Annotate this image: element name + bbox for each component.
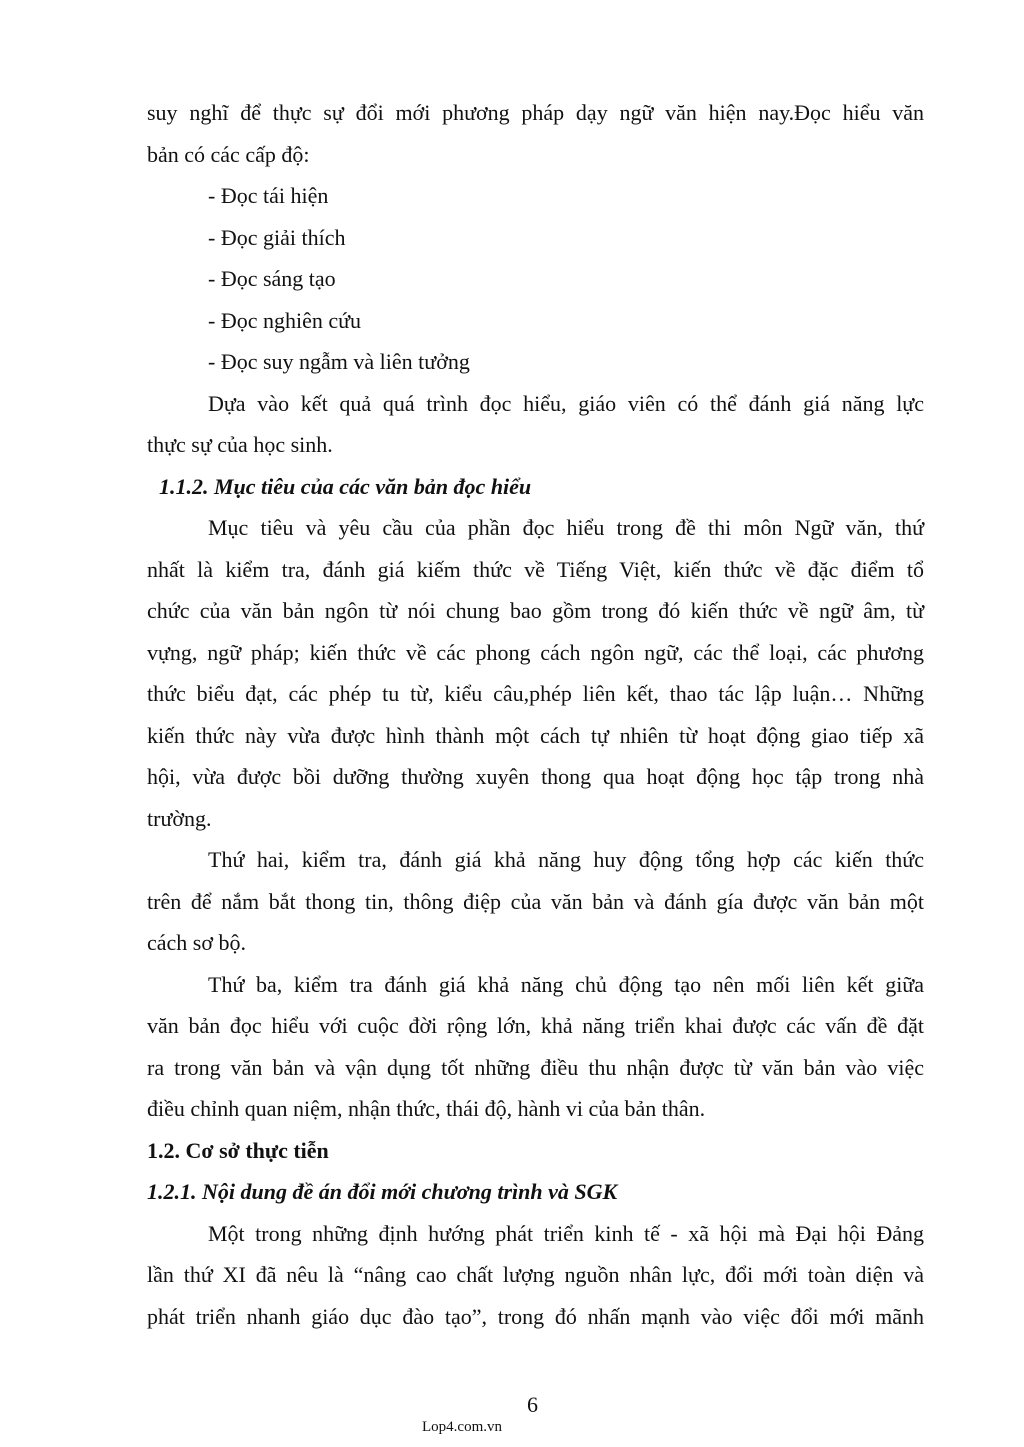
body-text-line: trường. (147, 806, 212, 831)
body-text-line: nhất là kiểm tra, đánh giá kiếm thức về Tiếng Việt, kiến thức về đặc điểm tổ (147, 557, 924, 582)
body-text-line: điều chỉnh quan niệm, nhận thức, thái độ, hành vi của bản thân. (147, 1096, 706, 1121)
body-text-line: vựng, ngữ pháp; kiến thức về các phong cách ngôn ngữ, các thể loại, các phương (147, 640, 924, 665)
body-text-line: ra trong văn bản và vận dụng tốt những điều thu nhận được từ văn bản vào việc (147, 1055, 924, 1080)
list-item: - Đọc suy ngẫm và liên tưởng (208, 349, 470, 374)
section-heading-1-2: 1.2. Cơ sở thực tiễn (147, 1138, 329, 1163)
section-heading-1-1-2: 1.1.2. Mục tiêu của các văn bản đọc hiểu (159, 474, 532, 499)
body-text-line: Thứ hai, kiểm tra, đánh giá khả năng huy động tổng hợp các kiến thức (208, 847, 924, 872)
list-item: - Đọc tái hiện (208, 183, 329, 208)
footer-site-label: Lop4.com.vn (422, 1419, 502, 1435)
body-text-line: trên để nắm bắt thong tin, thông điệp của văn bản và đánh gía được văn bản một (147, 889, 924, 914)
section-heading-1-2-1: 1.2.1. Nội dung đề án đổi mới chương trình và SGK (147, 1179, 618, 1204)
body-text-line: Một trong những định hướng phát triển kinh tế - xã hội mà Đại hội Đảng (208, 1221, 924, 1246)
body-text-line: hội, vừa được bồi dưỡng thường xuyên thong qua hoạt động học tập trong nhà (147, 764, 924, 789)
body-text-line: thực sự của học sinh. (147, 432, 333, 457)
body-text-line: cách sơ bộ. (147, 930, 246, 955)
body-text-line: văn bản đọc hiểu với cuộc đời rộng lớn, khả năng triển khai được các vấn đề đặt (147, 1013, 924, 1038)
page-number: 6 (527, 1392, 538, 1417)
body-text-line: suy nghĩ để thực sự đổi mới phương pháp dạy ngữ văn hiện nay.Đọc hiểu văn (147, 100, 924, 125)
body-text-line: kiến thức này vừa được hình thành một cách tự nhiên từ hoạt động giao tiếp xã (147, 723, 924, 748)
body-text-line: Dựa vào kết quả quá trình đọc hiểu, giáo viên có thể đánh giá năng lực (208, 391, 924, 416)
body-text-line: bản có các cấp độ: (147, 142, 310, 167)
list-item: - Đọc giải thích (208, 225, 346, 250)
body-text-line: Mục tiêu và yêu cầu của phần đọc hiểu trong đề thi môn Ngữ văn, thứ (208, 515, 924, 540)
body-text-line: phát triển nhanh giáo dục đào tạo”, trong đó nhấn mạnh vào việc đổi mới mãnh (147, 1304, 924, 1329)
body-text-line: chức của văn bản ngôn từ nói chung bao gồm trong đó kiến thức về ngữ âm, từ (147, 598, 924, 623)
list-item: - Đọc nghiên cứu (208, 308, 362, 333)
body-text-line: lần thứ XI đã nêu là “nâng cao chất lượng nguồn nhân lực, đổi mới toàn diện và (147, 1262, 924, 1287)
body-text-line: Thứ ba, kiểm tra đánh giá khả năng chủ động tạo nên mối liên kết giữa (208, 972, 924, 997)
body-text-line: thức biểu đạt, các phép tu từ, kiểu câu,phép liên kết, thao tác lập luận… Những (147, 681, 924, 706)
list-item: - Đọc sáng tạo (208, 266, 336, 291)
